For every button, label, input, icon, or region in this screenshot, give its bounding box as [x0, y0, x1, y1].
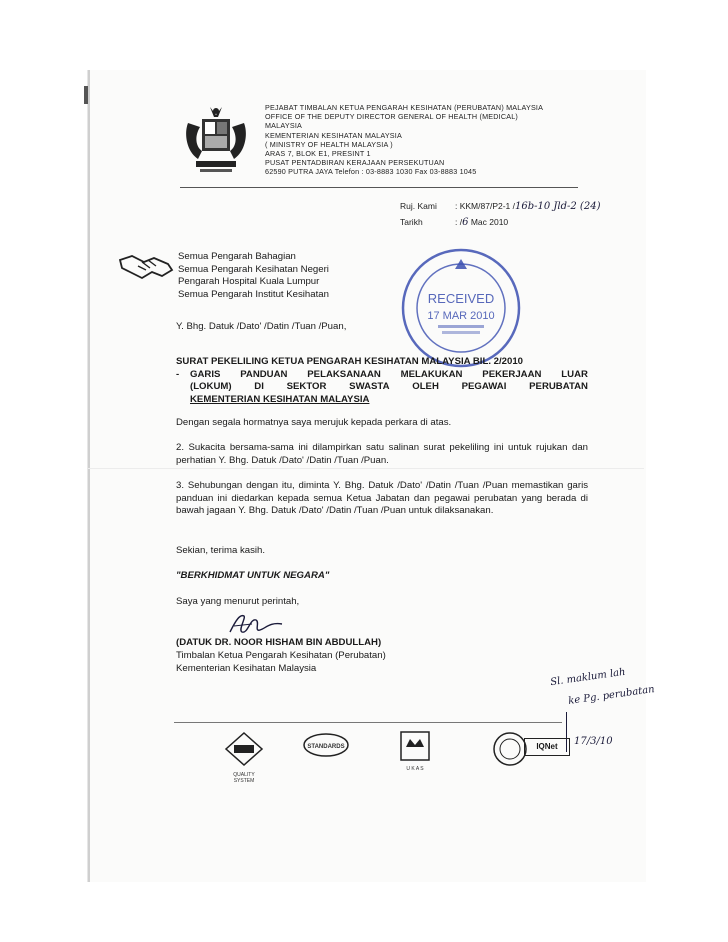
letterhead-line: KEMENTERIAN KESIHATAN MALAYSIA	[265, 130, 402, 140]
letterhead-line: PUSAT PENTADBIRAN KERAJAAN PERSEKUTUAN	[265, 158, 445, 168]
subject-word: LUAR	[561, 368, 588, 380]
signatory-title: Timbalan Ketua Pengarah Kesihatan (Perubatan)	[176, 650, 386, 661]
footer-rule	[174, 722, 562, 723]
letterhead-line: PEJABAT TIMBALAN KETUA PENGARAH KESIHATAN (PERUBATAN) MALAYSIA	[265, 103, 544, 112]
ref-number: : KKM/87/P2-1 /	[455, 201, 515, 211]
subject-word: PANDUAN	[240, 368, 288, 380]
ref-label: Ruj. Kami	[400, 201, 437, 211]
signature-image	[226, 610, 286, 638]
letterhead-line: MALAYSIA	[265, 121, 303, 131]
ukas-logo	[400, 731, 430, 772]
quality-diamond-icon	[224, 731, 264, 767]
date-label: Tarikh	[400, 217, 423, 227]
subject-word: DI	[254, 381, 264, 393]
ref-handwritten: 16b-10 Jld-2 (24)	[515, 201, 601, 212]
subject-word: PELAKSANAAN	[307, 368, 381, 380]
subject-line-3	[176, 381, 588, 394]
subject-word: OLEH	[412, 381, 439, 393]
paper-fold	[88, 468, 644, 469]
recipient-list	[178, 251, 329, 301]
header-rule	[180, 187, 578, 188]
subject-word: MELAKUKAN	[400, 368, 463, 380]
coat-of-arms-logo	[182, 103, 250, 181]
iqnet-logo	[492, 731, 528, 772]
recipient: Semua Pengarah Institut Kesihatan	[178, 288, 329, 300]
subject-line-3-words	[190, 381, 588, 394]
salutation: Y. Bhg. Datuk /Dato' /Datin /Tuan /Puan,	[176, 321, 347, 332]
subject-line-2-words	[190, 369, 588, 382]
subject-word: SEKTOR	[286, 381, 327, 393]
subject-word: (LOKUM)	[190, 381, 232, 393]
ukas-label: U K A S	[406, 766, 424, 772]
subject-word: GARIS	[190, 368, 221, 380]
stamp-date-text: 17 MAR 2010	[427, 310, 495, 322]
subject-block	[176, 356, 588, 406]
recipient: Semua Pengarah Kesihatan Negeri	[178, 263, 329, 275]
subject-dash: -	[176, 368, 180, 380]
subject-word: PEKERJAAN	[482, 368, 542, 380]
recipient: Semua Pengarah Bahagian	[178, 251, 296, 262]
handshake-icon	[118, 250, 174, 282]
margin-note-line-2: ke Pg. perubatan	[567, 684, 656, 707]
standards-logo	[302, 731, 350, 750]
signatory-org: Kementerian Kesihatan Malaysia	[176, 663, 317, 674]
subject-word: PERUBATAN	[529, 381, 588, 393]
date-handwritten-day: 6	[462, 217, 469, 228]
letterhead-line: ( MINISTRY OF HEALTH MALAYSIA )	[265, 139, 393, 149]
ukas-crown-icon	[400, 731, 430, 761]
iqnet-seal-icon	[492, 731, 528, 767]
paragraph-3: 3. Sehubungan dengan itu, diminta Y. Bhg. Datuk /Dato' /Datin /Tuan /Puan memastikan garis panduan ini diedarkan kepada semua Ketua Jabatan dan pegawai perubatan yang berada di bawah jagaan Y. Bhg. Datuk /Dato' /Datin /Tuan /Puan untuk dilaksanakan.	[176, 480, 588, 517]
subject-word: PEGAWAI	[461, 381, 507, 393]
paragraph-2: 2. Sukacita bersama-sama ini dilampirkan satu salinan surat pekeliling ini untuk rujukan dan perhatian Y. Bhg. Datuk /Dato' /Datin /Tuan /Puan.	[176, 442, 588, 466]
quality-system-logo	[224, 731, 264, 784]
margin-note-date: 17/3/10	[574, 736, 613, 747]
punch-hole	[84, 86, 88, 104]
subject-word: SWASTA	[349, 381, 390, 393]
standards-label: STANDARDS	[307, 744, 345, 750]
margin-note-line-1: Sl. maklum lah	[549, 666, 627, 689]
iqnet-label: IQNet	[524, 738, 570, 756]
recipient: Pengarah Hospital Kuala Lumpur	[178, 276, 320, 288]
date-prefix: : /	[455, 217, 463, 227]
ref-value	[455, 201, 600, 212]
date-month-year: Mac 2010	[468, 217, 509, 227]
closing-motto: "BERKHIDMAT UNTUK NEGARA"	[176, 570, 330, 581]
subject-line-2	[176, 369, 588, 382]
letterhead	[265, 103, 543, 177]
paragraph-1: Dengan segala hormatnya saya merujuk kepada perkara di atas.	[176, 417, 452, 428]
letterhead-line: ARAS 7, BLOK E1, PRESINT 1	[265, 149, 371, 159]
paper-sheet	[88, 70, 646, 882]
closing-thanks: Sekian, terima kasih.	[176, 545, 266, 556]
closing-order: Saya yang menurut perintah,	[176, 596, 300, 607]
quality-label: QUALITY SYSTEM	[233, 772, 255, 784]
stamp-received-text: RECEIVED	[427, 291, 495, 306]
signatory-name: (DATUK DR. NOOR HISHAM BIN ABDULLAH)	[176, 637, 382, 648]
subject-line-4: KEMENTERIAN KESIHATAN MALAYSIA	[190, 393, 370, 405]
letterhead-line: OFFICE OF THE DEPUTY DIRECTOR GENERAL OF HEALTH (MEDICAL)	[265, 112, 519, 122]
received-stamp	[398, 245, 524, 371]
subject-line-1: SURAT PEKELILING KETUA PENGARAH KESIHATAN MALAYSIA BIL. 2/2010	[176, 356, 524, 367]
letterhead-line: 62590 PUTRA JAYA Telefon : 03-8883 1030 Fax 03-8883 1045	[265, 167, 477, 177]
date-value	[455, 217, 508, 228]
